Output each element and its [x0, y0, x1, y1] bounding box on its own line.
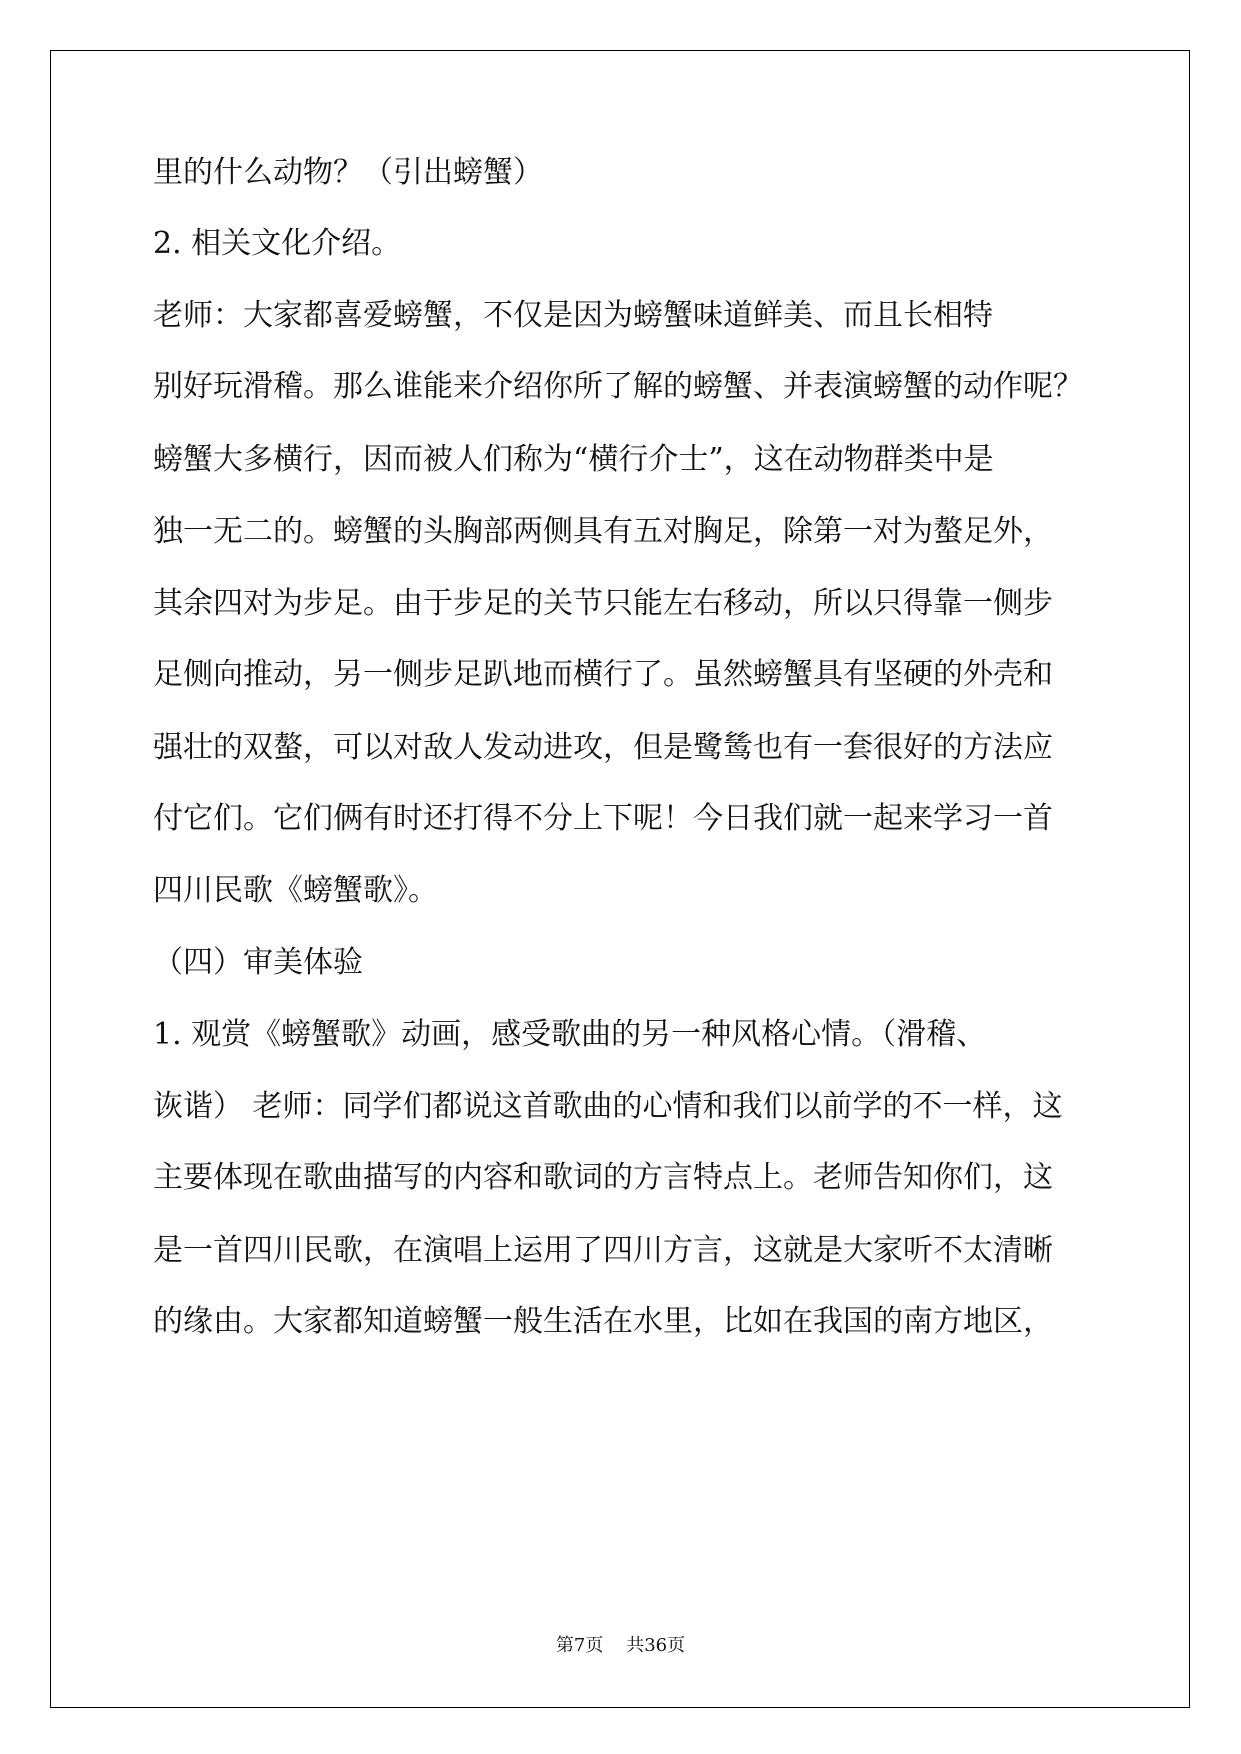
text-line: 足侧向推动，另一侧步足趴地而横行了。虽然螃蟹具有坚硬的外壳和: [153, 657, 1053, 692]
text-line: 2. 相关文化介绍。: [153, 226, 402, 261]
text-line: 其余四对为步足。由于步足的关节只能左右移动，所以只得靠一侧步: [153, 586, 1053, 621]
text-line: 里的什么动物？（引出螃蟹）: [153, 155, 543, 190]
page-number: 第7页 共36页: [555, 1635, 686, 1656]
section-heading: （四）审美体验: [153, 945, 363, 980]
text-line: 主要体现在歌曲描写的内容和歌词的方言特点上。老师告知你们，这: [153, 1160, 1053, 1195]
text-line: 老师：大家都喜爱螃蟹，不仅是因为螃蟹味道鲜美、而且长相特: [153, 298, 993, 333]
text-line: 螃蟹大多横行，因而被人们称为“横行介士”，这在动物群类中是: [153, 442, 994, 477]
text-line: 四川民歌《螃蟹歌》。: [153, 873, 438, 908]
text-line: 1. 观赏《螃蟹歌》动画，感受歌曲的另一种风格心情。（滑稽、: [153, 1017, 987, 1052]
text-line: 独一无二的。螃蟹的头胸部两侧具有五对胸足，除第一对为螯足外，: [153, 514, 1053, 549]
text-line: 诙谐） 老师：同学们都说这首歌曲的心情和我们以前学的不一样，这: [153, 1089, 1063, 1124]
text-line: 强壮的双螯，可以对敌人发动进攻，但是鹭鸶也有一套很好的方法应: [153, 730, 1053, 765]
text-line: 别好玩滑稽。那么谁能来介绍你所了解的螃蟹、并表演螃蟹的动作呢？: [153, 369, 1083, 404]
text-line: 付它们。它们俩有时还打得不分上下呢！今日我们就一起来学习一首: [153, 801, 1053, 836]
text-line: 的缘由。大家都知道螃蟹一般生活在水里，比如在我国的南方地区，: [153, 1304, 1053, 1339]
text-line: 是一首四川民歌，在演唱上运用了四川方言，这就是大家听不太清晰: [153, 1233, 1053, 1268]
